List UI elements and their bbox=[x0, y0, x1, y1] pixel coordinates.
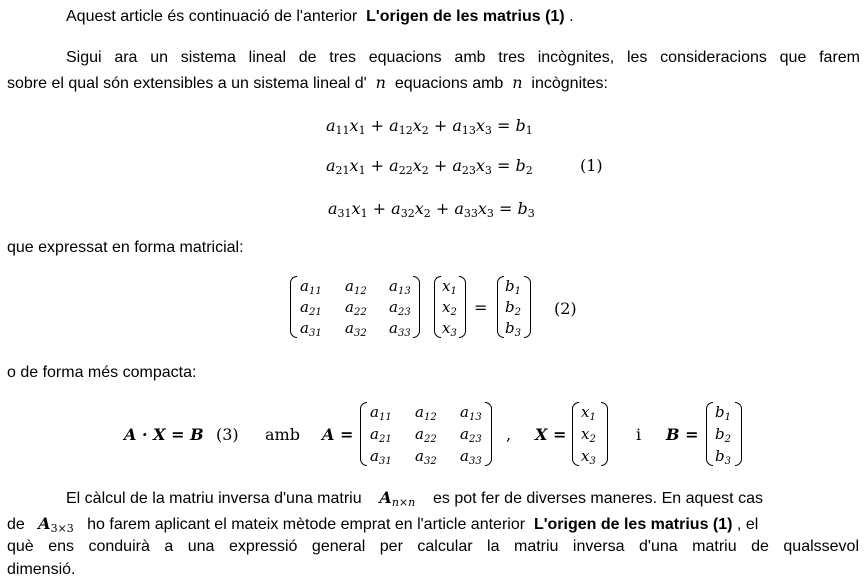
matrix-A3x3: A bbox=[38, 514, 51, 533]
inverse-line3: què ens conduirà a una expressió general per calcular la matriu inversa d'una matriu de qualssevol bbox=[7, 538, 859, 555]
inverse-text-a: El càlcul de la matriu inversa d'una matriu bbox=[66, 490, 362, 507]
variable-n: n bbox=[375, 73, 386, 92]
matrix-form-text: que expressat en forma matricial: bbox=[7, 239, 244, 256]
equation-label-1: (1) bbox=[580, 156, 603, 175]
inverse-text-de: de bbox=[7, 516, 25, 533]
unknowns-vector: $x_1$ $x_2$ $x_3$ bbox=[434, 276, 466, 338]
comma: , bbox=[506, 425, 512, 444]
inverse-text-c: ho farem aplicant el mateix mètode emprat en l'article anterior bbox=[87, 516, 526, 533]
matrix-A: $a_{11}$ $a_{12}$ $a_{13}$ $a_{21}$ $a_{22}$ $a_{23}$ $a_{31}$ $a_{32}$ $a_{33}$ bbox=[360, 402, 492, 466]
intro-paragraph bbox=[66, 8, 574, 26]
matrix-X: $x_1$ $x_2$ $x_3$ bbox=[572, 402, 608, 466]
system-intro-line1: Sigui ara un sistema lineal de tres equacions amb tres incògnites, les consideracions que farem bbox=[66, 49, 860, 66]
constants-vector: $b_1$ $b_2$ $b_3$ bbox=[497, 276, 531, 338]
inverse-line4: dimensió. bbox=[7, 561, 76, 578]
equation-label-3: (3) bbox=[216, 425, 239, 444]
system-intro-text-a: sobre el qual són extensibles a un sistema lineal d' bbox=[7, 75, 367, 92]
and-word: i bbox=[636, 425, 642, 444]
matrix-Anxn: A bbox=[379, 488, 392, 507]
compact-equation: A · X = B bbox=[124, 425, 204, 444]
previous-article-link-2[interactable]: L'origen de les matrius (1) bbox=[533, 516, 733, 533]
compact-form-text: o de forma més compacta: bbox=[7, 364, 197, 381]
inverse-text-b: es pot fer de diverses maneres. En aquest cas bbox=[433, 490, 763, 507]
coefficient-matrix: $a_{11}$ $a_{12}$ $a_{13}$ $a_{21}$ $a_{22}$ $a_{23}$ $a_{31}$ $a_{32}$ $a_{33}$ bbox=[290, 276, 420, 338]
matrix-B-label: B = bbox=[666, 425, 699, 444]
variable-n: n bbox=[512, 73, 523, 92]
inverse-line1: El càlcul de la matriu inversa d'una matriu $A_{n\times n}$ es pot fer de diverses maneres. En aquest cas bbox=[66, 488, 763, 509]
inverse-text-d: , el bbox=[736, 516, 759, 533]
inverse-line2: de $A_{3\times 3}$ ho farem aplicant el mateix mètode emprat en l'article anterior L'origen de les matrius (1) , el bbox=[7, 514, 759, 535]
system-intro-text-c: incògnites: bbox=[531, 75, 608, 92]
matrix-X-label: X = bbox=[535, 425, 567, 444]
system-intro-text-b: equacions amb bbox=[394, 75, 504, 92]
matrix-A-label: A = bbox=[322, 425, 354, 444]
matrix-B: $b_1$ $b_2$ $b_3$ bbox=[706, 402, 742, 466]
equation-row-3: $a_{31}x_1 + a_{32}x_2 + a_{33}x_3 = b_3$ bbox=[328, 199, 535, 220]
equation-row-2: $a_{21}x_1 + a_{22}x_2 + a_{23}x_3 = b_2$ bbox=[326, 156, 533, 177]
intro-text: Aquest article és continuació de l'anterior bbox=[66, 8, 358, 25]
amb-word: amb bbox=[265, 425, 300, 444]
intro-period: . bbox=[569, 8, 574, 25]
equals-sign: = bbox=[474, 298, 488, 317]
equation-label-2: (2) bbox=[554, 299, 577, 318]
system-intro-line2 bbox=[7, 73, 608, 93]
previous-article-link[interactable]: L'origen de les matrius (1) bbox=[366, 8, 565, 25]
equation-row-1: $a_{11}x_1 + a_{12}x_2 + a_{13}x_3 = b_1$ bbox=[326, 116, 533, 137]
